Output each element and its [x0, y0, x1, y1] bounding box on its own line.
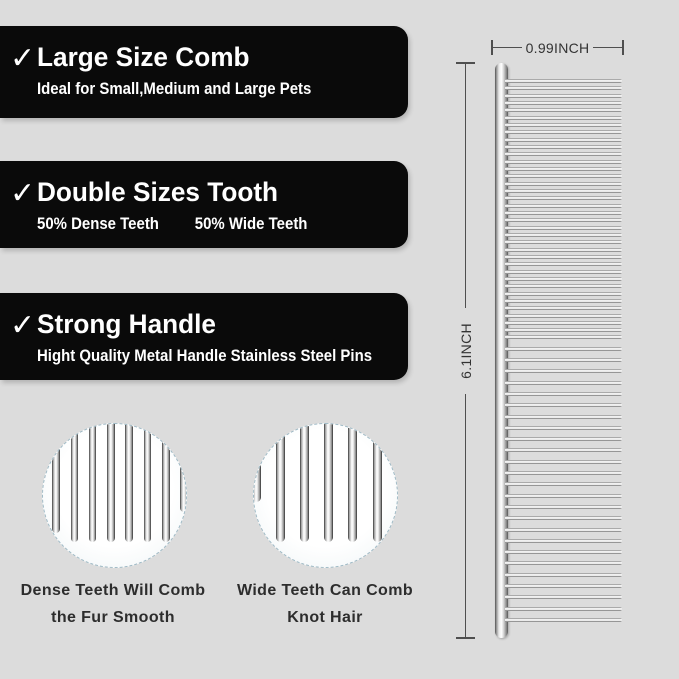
comb-tooth	[505, 369, 622, 373]
comb-tooth	[505, 358, 622, 362]
dense-teeth-caption	[5, 577, 221, 631]
comb-tooth	[505, 196, 622, 200]
dense-teeth-inset	[42, 423, 187, 568]
comb-tooth	[505, 335, 622, 339]
length-dimension-text: 6.1INCH	[457, 322, 474, 379]
checkmark-icon: ✓	[10, 309, 36, 342]
checkmark-icon: ✓	[10, 42, 36, 75]
inset-pin	[52, 423, 60, 533]
comb-tooth	[505, 204, 622, 208]
checkmark-icon: ✓	[10, 177, 36, 210]
dimension-line	[465, 394, 467, 638]
inset-pin	[373, 423, 382, 542]
dimension-tick	[456, 637, 475, 639]
comb-tooth	[505, 86, 622, 90]
inset-pin	[125, 423, 133, 542]
dimension-tick	[622, 40, 624, 55]
dimension-line	[465, 64, 467, 308]
feature-subtitle: Ideal for Small,Medium and Large Pets	[37, 79, 312, 98]
wide-teeth-stat: 50% Wide Teeth	[194, 214, 308, 233]
comb-tooth	[505, 218, 622, 222]
comb-tooth	[505, 152, 622, 156]
inset-pin	[89, 423, 97, 542]
feature-subtitle	[37, 213, 363, 235]
comb-tooth	[505, 584, 622, 588]
caption-line: Dense Teeth Will Comb	[20, 582, 206, 599]
comb-tooth	[505, 415, 622, 419]
comb-tooth	[505, 255, 622, 259]
comb-tooth	[505, 437, 622, 441]
feature-banner-strong-handle	[0, 293, 408, 380]
comb-tooth	[505, 381, 622, 385]
wide-teeth-caption	[217, 577, 433, 631]
comb-tooth	[505, 328, 622, 332]
inset-pin	[348, 423, 357, 542]
comb-tooth	[505, 116, 622, 120]
comb-tooth	[505, 321, 622, 325]
comb-tooth	[505, 573, 622, 577]
comb-tooth	[505, 233, 622, 237]
comb-tooth	[505, 79, 622, 83]
comb-tooth	[505, 94, 622, 98]
comb-tooth	[505, 306, 622, 310]
comb-tooth	[505, 550, 622, 554]
caption-line: the Fur Smooth	[51, 609, 175, 626]
comb-tooth	[505, 618, 622, 622]
comb-tooth	[505, 539, 622, 543]
inset-pin	[71, 423, 79, 542]
feature-subtitle: Hight Quality Metal Handle Stainless Steel Pins	[37, 346, 373, 365]
length-dimension-label	[456, 308, 475, 394]
caption-line: Knot Hair	[287, 609, 363, 626]
comb-tooth	[505, 270, 622, 274]
comb-tooth	[505, 284, 622, 288]
comb-tooth	[505, 595, 622, 599]
comb-tooth	[505, 471, 622, 475]
comb-tooth	[505, 211, 622, 215]
comb-tooth	[505, 448, 622, 452]
comb-tooth	[505, 528, 622, 532]
comb-tooth	[505, 174, 622, 178]
comb-tooth	[505, 262, 622, 266]
comb-tooth	[505, 277, 622, 281]
comb-tooth	[505, 226, 622, 230]
wide-teeth-inset	[253, 423, 398, 568]
comb-tooth	[505, 240, 622, 244]
comb-teeth	[505, 79, 622, 629]
inset-pin	[300, 423, 309, 542]
comb-tooth	[505, 299, 622, 303]
comb-tooth	[505, 426, 622, 430]
width-dimension	[491, 40, 624, 55]
comb-tooth	[505, 101, 622, 105]
comb-tooth	[505, 130, 622, 134]
comb-tooth	[505, 292, 622, 296]
feature-title: Large Size Comb	[37, 42, 250, 72]
comb-tooth	[505, 392, 622, 396]
dimension-line	[593, 47, 622, 49]
comb-tooth	[505, 505, 622, 509]
length-dimension	[456, 62, 475, 639]
comb-tooth	[505, 248, 622, 252]
comb-tooth	[505, 482, 622, 486]
comb-tooth	[505, 189, 622, 193]
inset-pin	[162, 423, 170, 542]
comb-tooth	[505, 516, 622, 520]
comb-tooth	[505, 123, 622, 127]
comb-tooth	[505, 403, 622, 407]
comb-tooth	[505, 607, 622, 611]
comb-tooth	[505, 347, 622, 351]
inset-pin	[253, 423, 261, 502]
comb-tooth	[505, 494, 622, 498]
feature-title: Double Sizes Tooth	[37, 177, 279, 207]
comb-tooth	[505, 145, 622, 149]
comb-tooth	[505, 182, 622, 186]
dimension-line	[493, 47, 522, 49]
comb-tooth	[505, 160, 622, 164]
inset-pin	[107, 423, 115, 542]
feature-title: Strong Handle	[37, 309, 216, 339]
comb-tooth	[505, 138, 622, 142]
width-dimension-label: 0.99INCH	[525, 39, 590, 56]
inset-pin	[180, 423, 187, 512]
comb-tooth	[505, 561, 622, 565]
comb-tooth	[505, 460, 622, 464]
inset-pin	[276, 423, 285, 542]
comb-tooth	[505, 314, 622, 318]
dense-teeth-stat: 50% Dense Teeth	[37, 214, 159, 233]
feature-banner-double-tooth	[0, 161, 408, 248]
caption-line: Wide Teeth Can Comb	[236, 582, 414, 599]
feature-banner-large-size	[0, 26, 408, 118]
comb-tooth	[505, 167, 622, 171]
inset-pin	[144, 423, 152, 542]
inset-pin	[324, 423, 333, 542]
comb-tooth	[505, 108, 622, 112]
